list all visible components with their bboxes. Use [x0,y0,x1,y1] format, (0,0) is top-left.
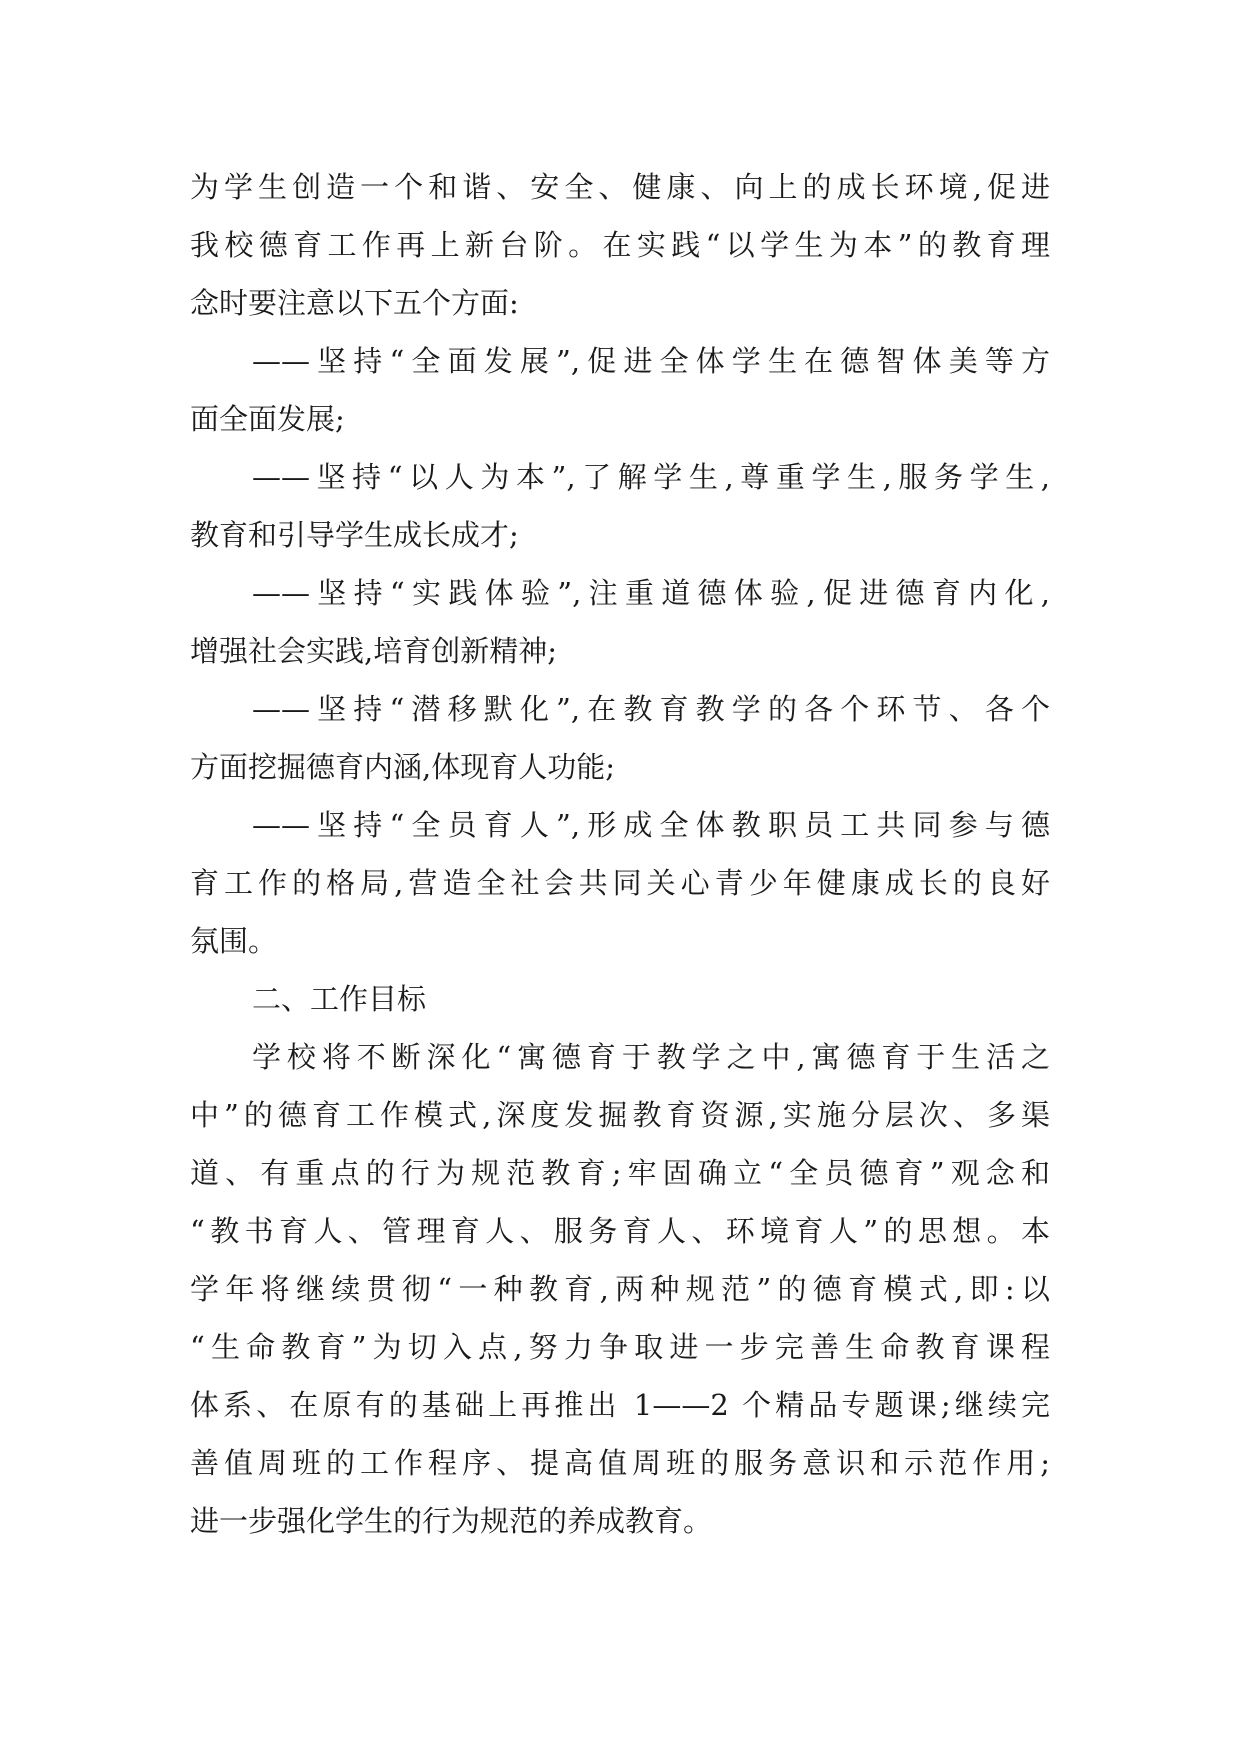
paragraph-line: ——坚持“全面发展”,促进全体学生在德智体美等方 [252,344,1050,378]
paragraph-line: “教书育人、管理育人、服务育人、环境育人”的思想。本 [190,1214,1050,1248]
paragraph-line: ——坚持“全员育人”,形成全体教职员工共同参与德 [252,808,1050,842]
paragraph-line: 增强社会实践,培育创新精神; [190,634,557,668]
paragraph-line: 氛围。 [190,924,278,958]
section-heading: 二、工作目标 [252,982,427,1016]
paragraph-line: 中”的德育工作模式,深度发掘教育资源,实施分层次、多渠 [190,1098,1050,1132]
paragraph-line: 教育和引导学生成长成才; [190,518,519,552]
paragraph-line: ——坚持“实践体验”,注重道德体验,促进德育内化, [252,576,1050,610]
paragraph-line: 善值周班的工作程序、提高值周班的服务意识和示范作用; [190,1446,1050,1480]
paragraph-line: 进一步强化学生的行为规范的养成教育。 [190,1504,713,1538]
paragraph-line: 面全面发展; [190,402,345,436]
paragraph-line: 体系、在原有的基础上再推出 1——2 个精品专题课;继续完 [190,1388,1050,1422]
paragraph-line: 学年将继续贯彻“一种教育,两种规范”的德育模式,即:以 [190,1272,1050,1306]
paragraph-line: 为学生创造一个和谐、安全、健康、向上的成长环境,促进 [190,170,1050,204]
paragraph-line: “生命教育”为切入点,努力争取进一步完善生命教育课程 [190,1330,1050,1364]
paragraph-line: 育工作的格局,营造全社会共同关心青少年健康成长的良好 [190,866,1050,900]
paragraph-line: ——坚持“潜移默化”,在教育教学的各个环节、各个 [252,692,1050,726]
paragraph-line: 道、有重点的行为规范教育;牢固确立“全员德育”观念和 [190,1156,1050,1190]
paragraph-line: 方面挖掘德育内涵,体现育人功能; [190,750,615,784]
paragraph-line: 我校德育工作再上新台阶。在实践“以学生为本”的教育理 [190,228,1050,262]
paragraph-line: ——坚持“以人为本”,了解学生,尊重学生,服务学生, [252,460,1050,494]
paragraph-line: 学校将不断深化“寓德育于教学之中,寓德育于生活之 [252,1040,1050,1074]
paragraph-line: 念时要注意以下五个方面: [190,286,519,320]
